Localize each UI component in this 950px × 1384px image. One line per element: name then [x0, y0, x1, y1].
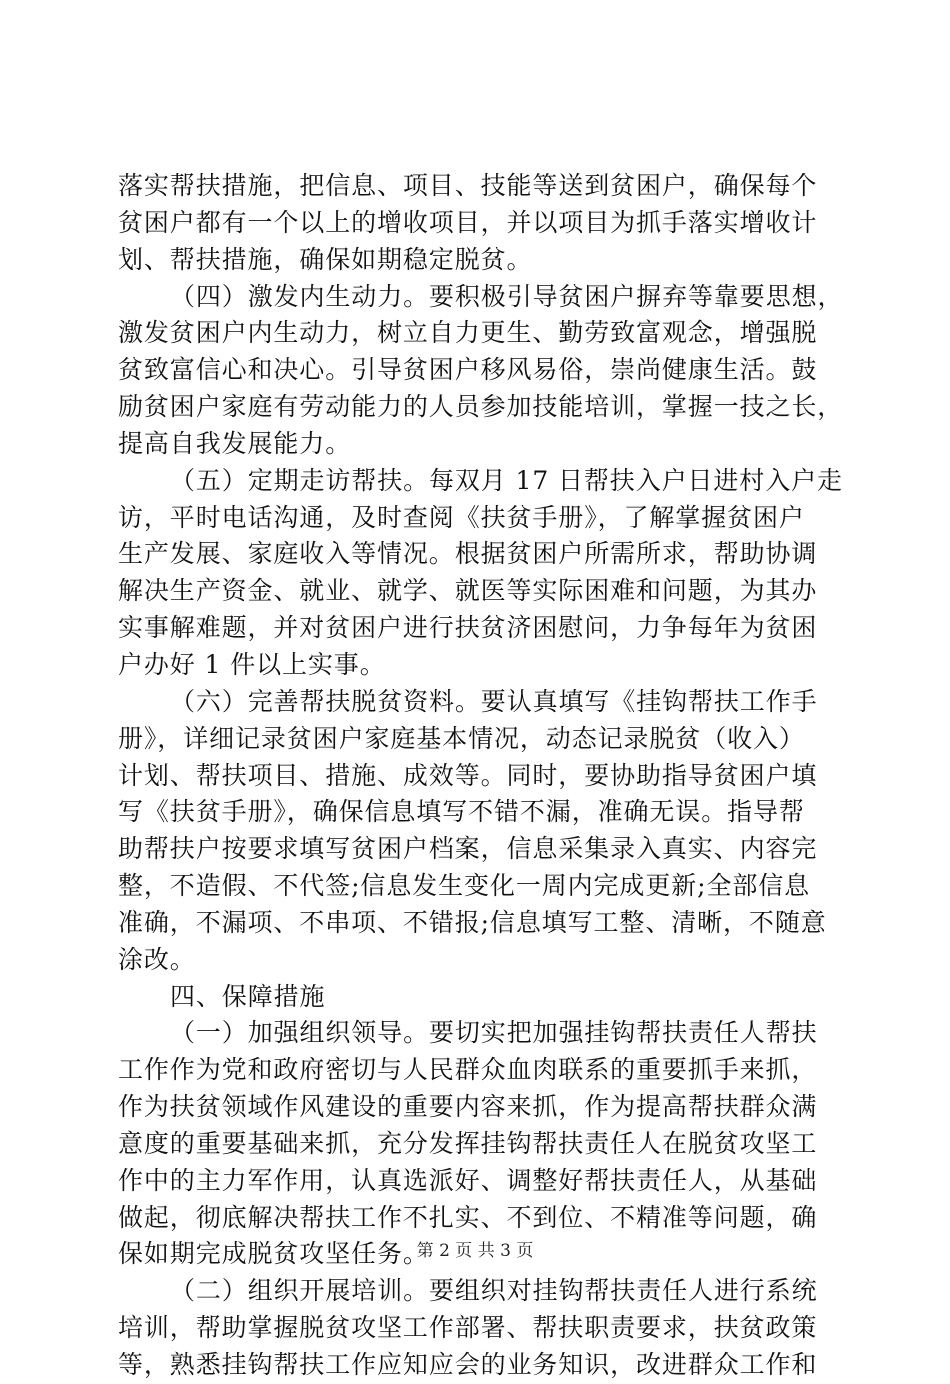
paragraph-regular-visits	[118, 463, 843, 684]
text-line: （一）加强组织领导。要切实把加强挂钩帮扶责任人帮扶	[170, 1018, 818, 1048]
text-line: 做起，彻底解决帮扶工作不扎实、不到位、不精准等问题，确	[118, 1202, 818, 1232]
page-number-label: 第 2 页 共 3 页	[416, 1241, 534, 1261]
text-line: 贫困户都有一个以上的增收项目，并以项目为抓手落实增收计	[118, 207, 818, 237]
text-line: 等，熟悉挂钩帮扶工作应知应会的业务知识，改进群众工作和	[118, 1350, 818, 1379]
paragraph-training	[118, 1273, 838, 1384]
text-line: 准确，不漏项、不串项、不错报;信息填写工整、清晰，不随意	[118, 907, 827, 937]
document-body	[118, 168, 844, 1384]
page-footer	[0, 1240, 950, 1262]
text-line: 工作作为党和政府密切与人民群众血肉联系的重要抓手来抓，	[118, 1055, 818, 1085]
text-line: 涂改。	[118, 944, 196, 974]
paragraph-strengthen-leadership	[118, 1015, 838, 1273]
text-line: 生产发展、家庭收入等情况。根据贫困户所需所求，帮助协调	[118, 539, 818, 569]
text-line: 计划、帮扶项目、措施、成效等。同时，要协助指导贫困户填	[118, 760, 818, 790]
text-line: 实事解难题，并对贫困户进行扶贫济困慰问，力争每年为贫困	[118, 613, 818, 643]
text-line: 贫致富信心和决心。引导贫困户移风易俗，崇尚健康生活。鼓	[118, 355, 818, 385]
text-line: （四）激发内生动力。要积极引导贫困户摒弃等靠要思想，	[170, 281, 844, 311]
text-line: 作中的主力军作用，认真选派好、调整好帮扶责任人，从基础	[118, 1165, 818, 1195]
text-line: （六）完善帮扶脱贫资料。要认真填写《挂钩帮扶工作手	[170, 686, 818, 716]
paragraph-continued	[118, 168, 838, 279]
text-line: 解决生产资金、就业、就学、就医等实际困难和问题，为其办	[118, 576, 818, 606]
text-line: 培训，帮助掌握脱贫攻坚工作部署、帮扶职责要求，扶贫政策	[118, 1313, 818, 1343]
text-line: 提高自我发展能力。	[118, 428, 352, 458]
text-line: 整，不造假、不代签;信息发生变化一周内完成更新;全部信息	[118, 871, 811, 901]
text-line: 写《扶贫手册》，确保信息填写不错不漏，准确无误。指导帮	[118, 797, 805, 827]
text-line: 励贫困户家庭有劳动能力的人员参加技能培训，掌握一技之长，	[118, 392, 844, 422]
section-heading-safeguards	[118, 979, 838, 1016]
text-line: 助帮扶户按要求填写贫困户档案，信息采集录入真实、内容完	[118, 834, 818, 864]
text-line: 户办好 1 件以上实事。	[118, 649, 386, 679]
paragraph-stimulate-motivation	[118, 279, 844, 463]
paragraph-improve-records	[118, 684, 838, 979]
text-line: 激发贫困户内生动力，树立自力更生、勤劳致富观念，增强脱	[118, 318, 818, 348]
text-line: （二）组织开展培训。要组织对挂钩帮扶责任人进行系统	[170, 1276, 818, 1306]
text-line: 作为扶贫领域作风建设的重要内容来抓，作为提高帮扶群众满	[118, 1092, 818, 1122]
text-line: 落实帮扶措施，把信息、项目、技能等送到贫困户，确保每个	[118, 171, 818, 200]
text-line: 访，平时电话沟通，及时查阅《扶贫手册》，了解掌握贫困户	[118, 502, 805, 532]
text-line: 意度的重要基础来抓，充分发挥挂钩帮扶责任人在脱贫攻坚工	[118, 1128, 818, 1158]
section-heading: 四、保障措施	[170, 981, 326, 1011]
text-line: 划、帮扶措施，确保如期稳定脱贫。	[118, 244, 533, 274]
text-line: （五）定期走访帮扶。每双月 17 日帮扶入户日进村入户走	[170, 465, 843, 495]
text-line: 保如期完成脱贫攻坚任务。	[118, 1239, 429, 1269]
text-line: 册》，详细记录贫困户家庭基本情况，动态记录脱贫（收入）	[118, 723, 805, 753]
